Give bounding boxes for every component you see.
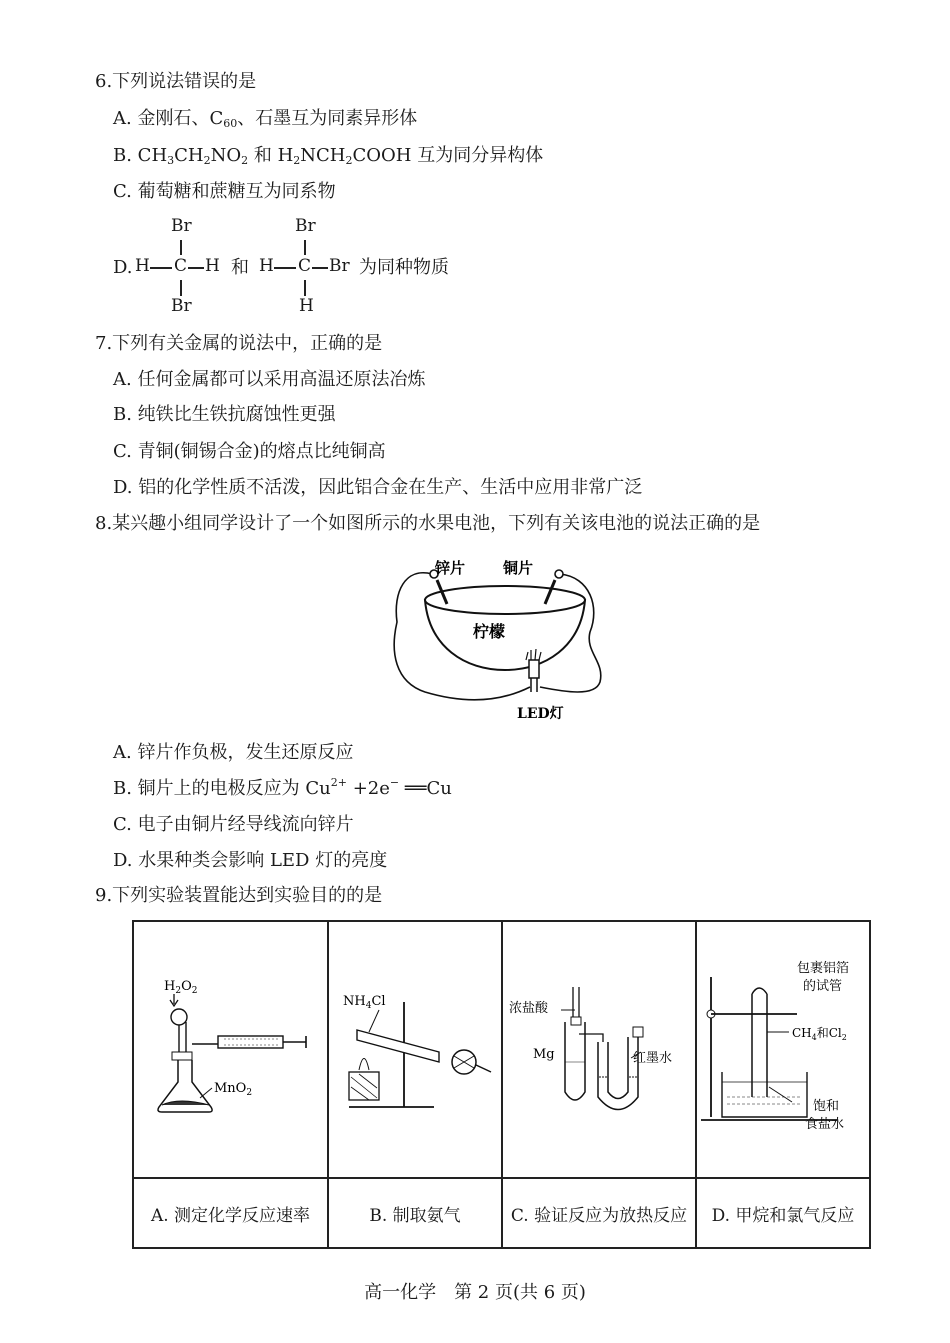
q9-stem: 9.下列实验装置能达到实验目的的是	[95, 885, 383, 906]
panel-c-hcl-label: 浓盐酸	[509, 1001, 549, 1016]
panel-d-brine-label-1: 饱和	[813, 1099, 840, 1114]
panel-c-red-ink-label: 红墨水	[633, 1051, 673, 1066]
molecule-2	[259, 216, 359, 316]
panel-a-mno2-label: MnO$_2$	[214, 1081, 253, 1098]
mol2-bottom-atom: H	[299, 296, 314, 316]
q6-option-a: A. 金刚石、$C_{60}$、石墨互为同素异形体	[113, 108, 418, 130]
panel-d-foil-label-2: 的试管	[803, 979, 843, 994]
panel-b-caption: B. 制取氨气	[328, 1178, 502, 1248]
q7-stem: 7.下列有关金属的说法中，正确的是	[95, 333, 383, 354]
q7-option-d: D. 铝的化学性质不活泼，因此铝合金在生产、生活中应用非常广泛	[113, 477, 643, 498]
experiment-table	[132, 920, 871, 1249]
panel-b-nh4cl-label: $NH_4Cl$	[343, 994, 386, 1011]
panel-a-h2o2-label: $H_2O_2$	[164, 979, 198, 996]
fruit-battery-figure	[385, 552, 615, 727]
panel-a-caption: A. 测定化学反应速率	[133, 1178, 328, 1248]
mol1-top-atom: Br	[171, 216, 192, 236]
led-label: LED灯	[517, 706, 564, 722]
q8-stem: 8.某兴趣小组同学设计了一个如图所示的水果电池，下列有关该电池的说法正确的是	[95, 513, 761, 534]
mol2-right-atom: Br	[329, 256, 350, 276]
q8-option-d: D. 水果种类会影响 LED 灯的亮度	[113, 850, 388, 871]
q6-option-b: B. $CH_3CH_2NO_2$ 和 $H_2NCH_2COOH$ 互为同分异构体	[113, 145, 544, 167]
q6-option-c: C. 葡萄糖和蔗糖互为同系物	[113, 181, 336, 202]
mol1-bottom-atom: Br	[171, 296, 192, 316]
q6-option-d-suffix: 为同种物质	[359, 257, 449, 278]
panel-b-figure	[328, 921, 502, 1178]
mol1-center-atom: C	[174, 256, 188, 276]
q7-option-c: C. 青铜(铜锡合金)的熔点比纯铜高	[113, 441, 386, 462]
panel-c-caption: C. 验证反应为放热反应	[502, 1178, 696, 1248]
q8-option-b: B. 铜片上的电极反应为 $Cu^{2+} +2e^-$ ══Cu	[113, 776, 452, 799]
mol1-right-atom: H	[205, 256, 220, 276]
mol2-center-atom: C	[298, 256, 312, 276]
copper-label: 铜片	[503, 559, 534, 577]
panel-d-caption: D. 甲烷和氯气反应	[696, 1178, 870, 1248]
q6-option-d-prefix: D.	[113, 257, 133, 278]
zinc-label: 锌片	[435, 559, 466, 577]
panel-d-figure	[696, 921, 870, 1178]
lemon-label: 柠檬	[473, 622, 506, 641]
panel-c-mg-label: Mg	[533, 1047, 555, 1062]
q7-option-b: B. 纯铁比生铁抗腐蚀性更强	[113, 404, 336, 425]
panel-d-gas-label: $CH_4$和$Cl_2$	[792, 1026, 847, 1042]
q6-option-d-mid: 和	[231, 257, 249, 278]
panel-d-foil-label-1: 包裹铝箔	[797, 961, 850, 976]
mol2-top-atom: Br	[295, 216, 316, 236]
page-footer: 高一化学 第 2 页(共 6 页)	[364, 1282, 586, 1303]
panel-a-figure	[133, 921, 328, 1178]
molecule-1	[135, 216, 225, 316]
q8-option-a: A. 锌片作负极，发生还原反应	[113, 742, 354, 763]
q7-option-a: A. 任何金属都可以采用高温还原法冶炼	[113, 369, 426, 390]
q8-option-c: C. 电子由铜片经导线流向锌片	[113, 814, 354, 835]
panel-c-figure	[502, 921, 696, 1178]
mol1-left-atom: H	[135, 256, 150, 276]
panel-d-brine-label-2: 食盐水	[805, 1117, 845, 1132]
q6-stem: 6.下列说法错误的是	[95, 71, 257, 92]
mol2-left-atom: H	[259, 256, 274, 276]
